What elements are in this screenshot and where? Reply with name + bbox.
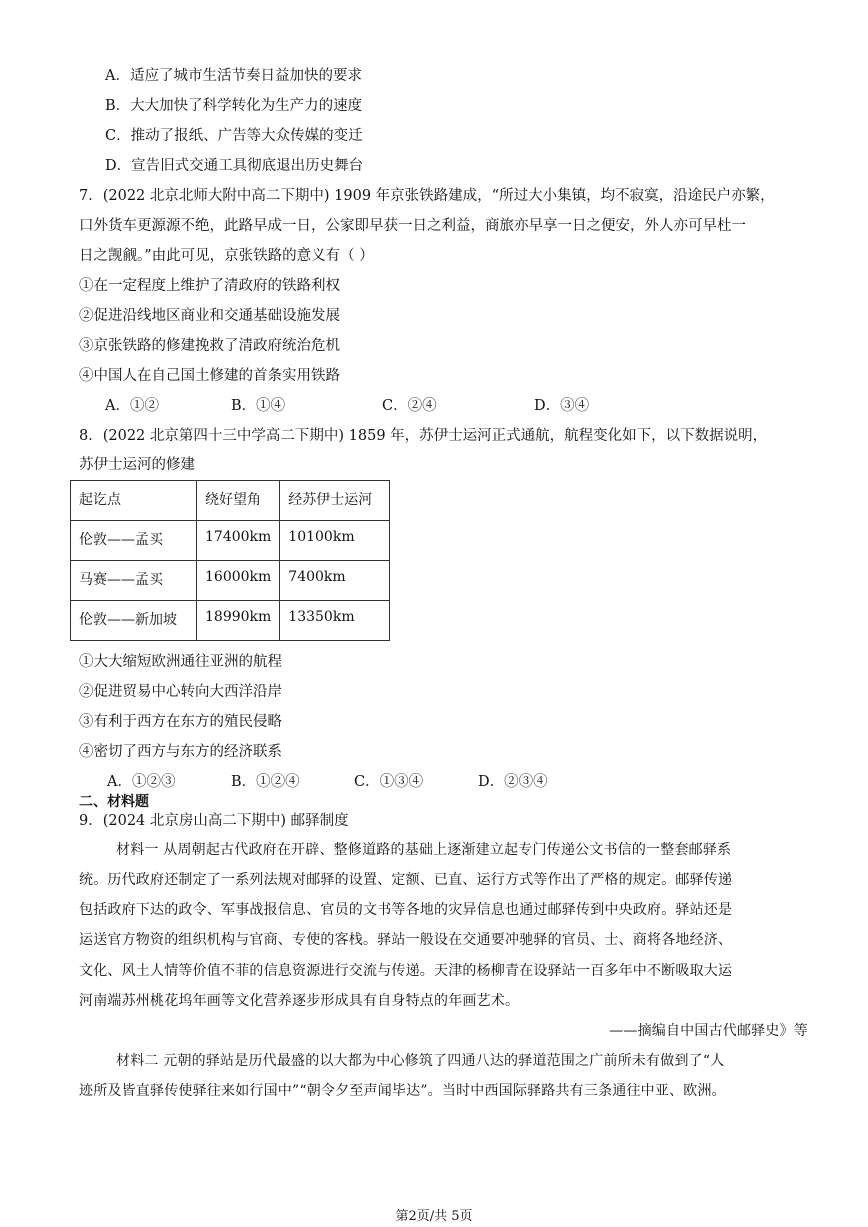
table-cell: 伦敦——新加坡 bbox=[71, 601, 197, 641]
table-header-row bbox=[71, 481, 390, 521]
q7-item-2: ②促进沿线地区商业和交通基础设施发展 bbox=[79, 308, 340, 324]
table-row bbox=[71, 601, 390, 641]
q6-option-b: B．大大加快了科学转化为生产力的速度 bbox=[105, 98, 363, 114]
material1-line-1: 材料一 从周朝起古代政府在开辟、整修道路的基础上逐渐建立起专门传递公文书信的一整套邮驿系 bbox=[116, 842, 732, 858]
material1-line-6: 河南端苏州桃花坞年画等文化营养逐步形成具有自身特点的年画艺术。 bbox=[79, 993, 520, 1009]
q7-stem-line-1: 7．(2022 北京北师大附中高二下期中) 1909 年京张铁路建成，“所过大小集镇，均不寂寞，沿途民户亦繁， bbox=[79, 188, 775, 204]
q6-option-c: C．推动了报纸、广告等大众传媒的变迁 bbox=[105, 128, 363, 144]
material2-line-2: 迹所及皆直驿传使驿往来如行国中”“朝令夕至声闻毕达”。当时中西国际驿路共有三条通往中亚、欧洲。 bbox=[79, 1083, 726, 1099]
table-cell: 16000km bbox=[197, 561, 280, 601]
table-header-cell: 绕好望角 bbox=[197, 481, 280, 521]
q8-item-4: ④密切了西方与东方的经济联系 bbox=[79, 744, 282, 760]
q7-item-1: ①在一定程度上维护了清政府的铁路利权 bbox=[79, 278, 340, 294]
table-cell: 马赛——孟买 bbox=[71, 561, 197, 601]
q8-item-3: ③有利于西方在东方的殖民侵略 bbox=[79, 714, 282, 730]
q8-item-2: ②促进贸易中心转向大西洋沿岸 bbox=[79, 684, 282, 700]
q8-stem-line-1: 8．(2022 北京第四十三中学高二下期中) 1859 年，苏伊士运河正式通航，航程变化如下，以下数据说明， bbox=[79, 428, 768, 444]
material1-source: ——摘编自中国古代邮驿史》等 bbox=[609, 1023, 808, 1039]
q8-choice-c: C．①③④ bbox=[354, 774, 424, 790]
q7-choice-c: C．②④ bbox=[382, 398, 437, 414]
table-cell: 18990km bbox=[197, 601, 280, 641]
q7-item-4: ④中国人在自己国土修建的首条实用铁路 bbox=[79, 368, 340, 384]
table-cell: 13350km bbox=[280, 601, 390, 641]
material1-line-2: 统。历代政府还制定了一系列法规对邮驿的设置、定额、已直、运行方式等作出了严格的规定。邮驿传递 bbox=[79, 872, 733, 888]
table-cell: 17400km bbox=[197, 521, 280, 561]
q7-choice-d: D．③④ bbox=[534, 398, 590, 414]
table-row bbox=[71, 521, 390, 561]
q7-choice-b: B．①④ bbox=[231, 398, 286, 414]
table-cell: 7400km bbox=[280, 561, 390, 601]
q7-stem-line-2: 口外货车更源源不绝，此路早成一日，公家即早获一日之利益，商旅亦早享一日之便安，外人亦可早杜一 bbox=[79, 218, 746, 234]
material2-line-1: 材料二 元朝的驿站是历代最盛的以大都为中心修筑了四通八达的驿道范围之广前所未有做到了“人 bbox=[116, 1053, 725, 1069]
q8-choices bbox=[0, 772, 868, 792]
q7-item-3: ③京张铁路的修建挽救了清政府统治危机 bbox=[79, 338, 340, 354]
material1-line-3: 包括政府下达的政令、军事战报信息、官员的文书等各地的灾异信息也通过邮驿传到中央政府。驿站还是 bbox=[79, 902, 733, 918]
q6-option-a: A．适应了城市生活节奏日益加快的要求 bbox=[105, 68, 362, 84]
q7-choices bbox=[0, 396, 868, 416]
q6-option-d: D．宣告旧式交通工具彻底退出历史舞台 bbox=[105, 158, 364, 174]
section-heading: 二、材料题 bbox=[79, 794, 149, 810]
q8-choice-b: B．①②④ bbox=[231, 774, 300, 790]
material1-line-4: 运送官方物资的组织机构与官商、专使的客栈。驿站一般设在交通要冲驰驿的官员、士、商将各地经济、 bbox=[79, 932, 733, 948]
table-header-cell: 经苏伊士运河 bbox=[280, 481, 390, 521]
q8-item-1: ①大大缩短欧洲通往亚洲的航程 bbox=[79, 654, 282, 670]
table-row bbox=[71, 561, 390, 601]
page-footer: 第2页/共 5页 bbox=[395, 1209, 473, 1224]
q8-stem-line-2: 苏伊士运河的修建 bbox=[79, 457, 195, 473]
table-cell: 伦敦——孟买 bbox=[71, 521, 197, 561]
route-table bbox=[70, 480, 390, 641]
q8-choice-a: A．①②③ bbox=[107, 774, 176, 790]
q8-choice-d: D．②③④ bbox=[478, 774, 548, 790]
table-header-cell: 起讫点 bbox=[71, 481, 197, 521]
q7-choice-a: A．①② bbox=[105, 398, 159, 414]
q9-title: 9．(2024 北京房山高二下期中) 邮驿制度 bbox=[79, 813, 349, 829]
material1-line-5: 文化、风土人情等价值不菲的信息资源进行交流与传递。天津的杨柳青在设驿站一百多年中不断吸取大运 bbox=[79, 963, 733, 979]
table-cell: 10100km bbox=[280, 521, 390, 561]
q7-stem-line-3: 日之觊觎。”由此可见，京张铁路的意义有（ ） bbox=[79, 248, 374, 264]
